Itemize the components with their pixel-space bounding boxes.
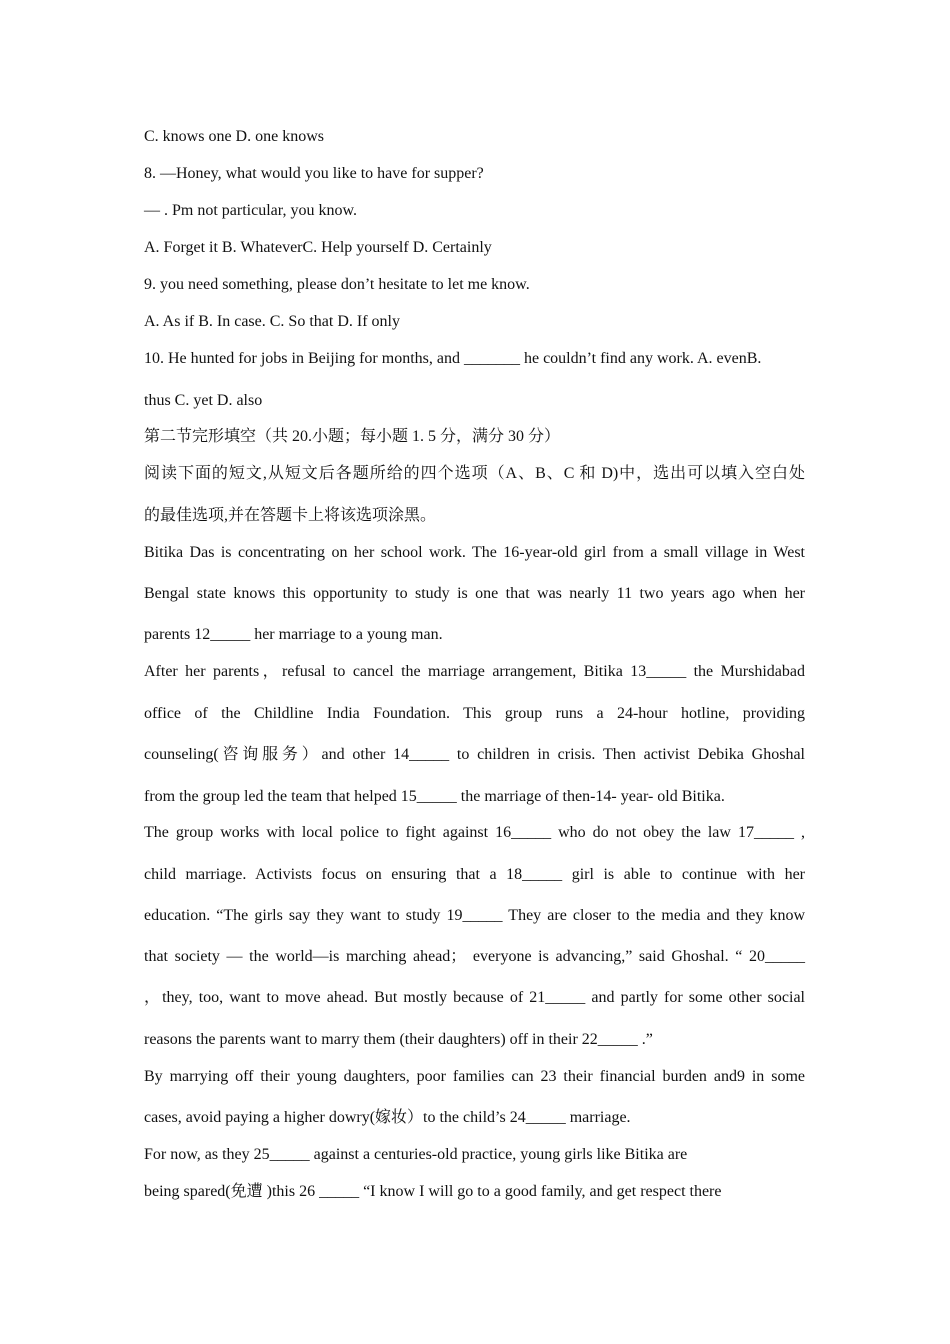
passage-line: education. “The girls say they want to study 19_____ They are closer to the media and they know xyxy=(144,907,805,924)
question-8-reply: — . Pm not particular, you know. xyxy=(144,202,357,219)
passage-line: cases, avoid paying a higher dowry(嫁妆）to the child’s 24_____ marriage. xyxy=(144,1109,631,1126)
passage-line: ，they, too, want to move ahead. But mostly because of 21_____ and partly for some other social xyxy=(144,989,805,1006)
passage-line: child marriage. Activists focus on ensuring that a 18_____ girl is able to continue with her xyxy=(144,866,805,883)
passage-line: that society — the world—is marching ahead； everyone is advancing,” said Ghoshal. “ 20_____ xyxy=(144,948,805,965)
option-line-7-cd: C. knows one D. one knows xyxy=(144,128,324,145)
section-heading: 第二节完形填空（共 20.小题；每小题 1. 5 分，满分 30 分） xyxy=(144,428,561,445)
passage-line: reasons the parents want to marry them (their daughters) off in their 22_____ .” xyxy=(144,1031,653,1048)
question-8: 8. —Honey, what would you like to have for supper? xyxy=(144,165,484,182)
passage-line: After her parents，refusal to cancel the marriage arrangement, Bitika 13_____ the Murshidabad xyxy=(144,663,805,680)
passage-line: counseling(咨询服务）and other 14_____ to children in crisis. Then activist Debika Ghoshal xyxy=(144,746,805,763)
passage-line: being spared(免遭 )this 26 _____ “I know I will go to a good family, and get respect there xyxy=(144,1183,722,1200)
question-10: 10. He hunted for jobs in Beijing for months, and _______ he couldn’t find any work. A. evenB. xyxy=(144,350,762,367)
passage-line: office of the Childline India Foundation. This group runs a 24-hour hotline, providing xyxy=(144,705,805,722)
instructions-line-1: 阅读下面的短文,从短文后各题所给的四个选项（A、B、C 和 D)中，选出可以填入空白处 xyxy=(144,465,805,482)
question-9-options: A. As if B. In case. C. So that D. If only xyxy=(144,313,400,330)
passage-line: Bitika Das is concentrating on her school work. The 16-year-old girl from a small village in West xyxy=(144,544,805,561)
question-10-options: thus C. yet D. also xyxy=(144,392,263,409)
passage-line: Bengal state knows this opportunity to study is one that was nearly 11 two years ago when her xyxy=(144,585,805,602)
passage-line: The group works with local police to fight against 16_____ who do not obey the law 17_____ , xyxy=(144,824,805,841)
passage-line: from the group led the team that helped 15_____ the marriage of then-14- year- old Bitika. xyxy=(144,788,725,805)
instructions-line-2: 的最佳选项,并在答题卡上将该选项涂黑。 xyxy=(144,507,437,524)
passage-line: For now, as they 25_____ against a centuries-old practice, young girls like Bitika are xyxy=(144,1146,688,1163)
passage-line: parents 12_____ her marriage to a young man. xyxy=(144,626,443,643)
passage-line: By marrying off their young daughters, poor families can 23 their financial burden and9 in some xyxy=(144,1068,805,1085)
question-9: 9. you need something, please don’t hesitate to let me know. xyxy=(144,276,530,293)
question-8-options: A. Forget it B. WhateverC. Help yourself D. Certainly xyxy=(144,239,492,256)
